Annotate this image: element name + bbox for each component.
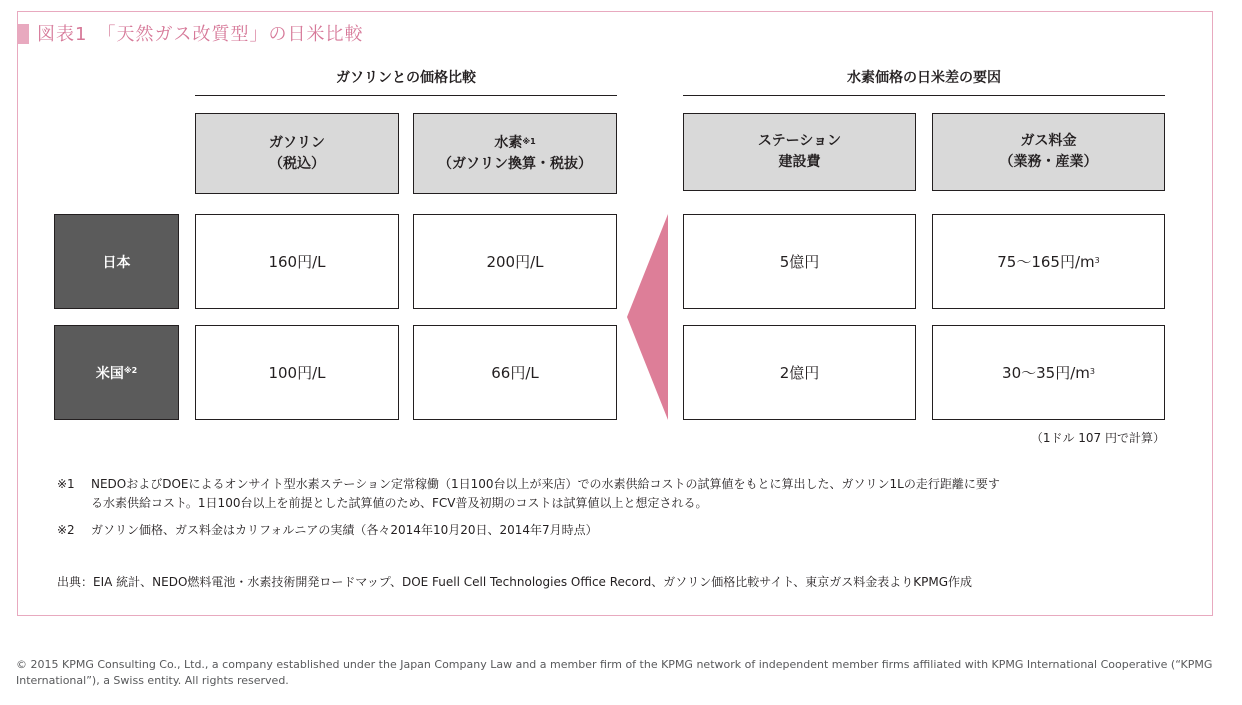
cell-japan-gas-fee bbox=[932, 214, 1165, 309]
column-header-gasoline-title: ガソリン bbox=[269, 134, 325, 151]
row-label-usa-footnote-mark: ※2 bbox=[123, 366, 138, 375]
cell-usa-hydrogen: 66円/L bbox=[413, 325, 617, 420]
figure-title: 図表1 「天然ガス改質型」の日米比較 bbox=[37, 24, 364, 45]
group-rule-right bbox=[683, 95, 1165, 96]
footnote-2-text: ガソリン価格、ガス料金はカリフォルニアの実績（各々2014年10月20日、2014年7月時点） bbox=[91, 523, 598, 537]
row-label-usa bbox=[54, 325, 179, 420]
row-label-usa-text: 米国 bbox=[95, 365, 124, 382]
group-heading-price-comparison: ガソリンとの価格比較 bbox=[336, 70, 476, 86]
pointer-arrow-shape bbox=[627, 214, 668, 420]
column-header-station-title: ステーション bbox=[757, 133, 842, 149]
row-label-japan bbox=[54, 214, 179, 309]
cell-usa-station: 2億円 bbox=[683, 325, 916, 420]
column-header-gas-fee bbox=[932, 113, 1165, 191]
cell-usa-gas-fee-value: 30〜35円/m bbox=[1002, 364, 1090, 382]
footnote-2 bbox=[57, 520, 598, 540]
column-header-hydrogen-title: 水素 bbox=[494, 134, 523, 151]
column-header-gas-fee-subtitle: （業務・産業） bbox=[999, 154, 1098, 170]
title-accent-bar bbox=[17, 24, 29, 44]
footnote-1-line2: る水素供給コスト。1日100台以上を前提とした試算値のため、FCV普及初期のコストは試算値以上と想定される。 bbox=[91, 496, 708, 510]
column-header-station-cost bbox=[683, 113, 916, 191]
cell-japan-gasoline: 160円/L bbox=[195, 214, 399, 309]
cell-usa-gas-fee bbox=[932, 325, 1165, 420]
footnote-2-mark: ※2 bbox=[57, 523, 75, 537]
group-rule-left bbox=[195, 95, 617, 96]
column-header-gasoline-subtitle: （税込） bbox=[269, 155, 325, 172]
footnote-1-line1: NEDOおよびDOEによるオンサイト型水素ステーション定常稼働（1日100台以上が来店）での水素供給コストの試算値をもとに算出した、ガソリン1Lの走行距離に要す bbox=[91, 477, 1000, 491]
column-header-hydrogen bbox=[413, 113, 617, 194]
group-heading-price-factors: 水素価格の日米差の要因 bbox=[847, 70, 1001, 86]
cell-japan-station: 5億円 bbox=[683, 214, 916, 309]
column-header-hydrogen-subtitle: （ガソリン換算・税抜） bbox=[438, 155, 592, 172]
pointer-arrow-icon bbox=[627, 214, 669, 420]
source-note: 出典：EIA 統計、NEDO燃料電池・水素技術開発ロードマップ、DOE Fuell Cell Technologies Office Record、ガソリン価格比較サイト、東京ガス料金表よりKPMG作成 bbox=[57, 575, 973, 589]
copyright-notice: © 2015 KPMG Consulting Co., Ltd., a company established under the Japan Company Law and a member firm of the KPMG network of independent member firms affiliated with KPMG International Cooperative (“KPMG International”), a Swiss entity. All rights reserved. bbox=[16, 658, 1213, 687]
column-header-gasoline bbox=[195, 113, 399, 194]
footnote-1-mark: ※1 bbox=[57, 477, 75, 491]
exchange-rate-note: （1ドル 107 円で計算） bbox=[1030, 431, 1165, 445]
row-label-japan-text: 日本 bbox=[102, 254, 131, 271]
cell-japan-hydrogen: 200円/L bbox=[413, 214, 617, 309]
column-header-station-subtitle: 建設費 bbox=[778, 154, 821, 170]
cell-usa-gas-fee-unit-exponent: 3 bbox=[1089, 367, 1095, 376]
cell-japan-gas-fee-value: 75〜165円/m bbox=[997, 253, 1095, 271]
footnote-1 bbox=[57, 474, 1000, 494]
column-header-hydrogen-footnote-mark: ※1 bbox=[522, 136, 536, 146]
cell-usa-gasoline: 100円/L bbox=[195, 325, 399, 420]
column-header-gas-fee-title: ガス料金 bbox=[1020, 133, 1077, 149]
cell-japan-gas-fee-unit-exponent: 3 bbox=[1094, 256, 1100, 265]
